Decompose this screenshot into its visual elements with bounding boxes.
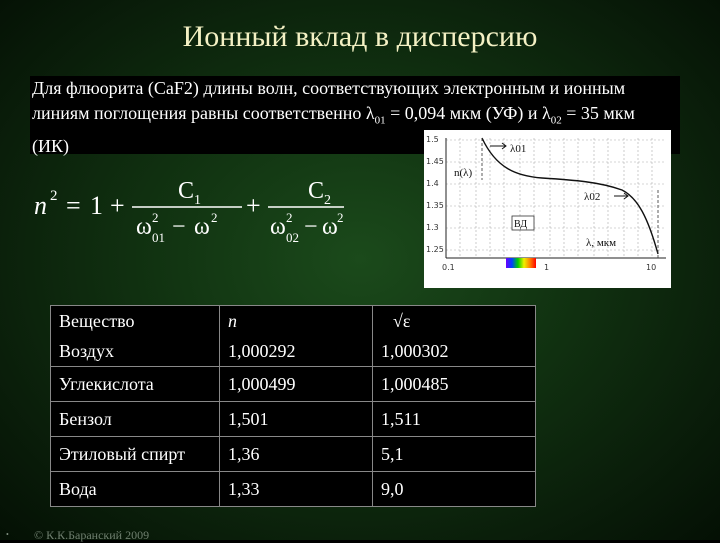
- para-part4: = 35 мкм (ИК): [32, 103, 635, 156]
- para-part3: = 0,094 мкм (УФ) и λ: [385, 103, 551, 123]
- material-name: CaF2: [153, 78, 193, 98]
- formula-omega01-sub: 01: [152, 230, 165, 245]
- formula-omega02-sq: 2: [286, 210, 293, 225]
- formula-omega-a-sq: 2: [211, 210, 218, 225]
- formula-omega-b: ω: [322, 214, 338, 240]
- x-tick-3: 10: [646, 263, 657, 272]
- formula-omega02: ω: [270, 214, 286, 240]
- formula-one: 1: [90, 191, 103, 220]
- lambda02-sub: 02: [550, 114, 562, 127]
- formula-plus2: +: [246, 191, 261, 220]
- slide-title: Ионный вклад в дисперсию: [182, 20, 538, 53]
- table-cell: [373, 306, 536, 367]
- formula-omega01-sq: 2: [152, 210, 159, 225]
- para-part1: Для флюорита (: [32, 78, 154, 98]
- table-cell: [51, 306, 220, 367]
- label-vd: ВД: [514, 219, 528, 230]
- label-lambda01: λ01: [510, 143, 527, 155]
- copyright-footer: © К.К.Баранский 2009: [34, 528, 150, 542]
- table-row: [51, 402, 536, 437]
- visible-spectrum-bar: [506, 258, 536, 268]
- cell-co2-name: Углекислота: [51, 367, 220, 402]
- lambda01-sub: 01: [374, 114, 386, 127]
- cell-water-eps: 9,0: [373, 472, 536, 507]
- cell-ethanol-eps: 5,1: [373, 437, 536, 472]
- formula-omega02-sub: 02: [286, 230, 299, 245]
- y-tick-1: 1.5: [426, 135, 439, 144]
- y-tick-5: 1.3: [426, 223, 439, 232]
- table-row: [51, 306, 536, 367]
- table-row: [51, 367, 536, 402]
- cell-co2-eps: 1,000485: [373, 367, 536, 402]
- formula-omega-b-sq: 2: [337, 210, 344, 225]
- cell-water-n: 1,33: [220, 472, 373, 507]
- formula-omega01: ω: [136, 214, 152, 240]
- cell-ethanol-name: Этиловый спирт: [51, 437, 220, 472]
- cell-co2-n: 1,000499: [220, 367, 373, 402]
- cell-air-n: 1,000292: [228, 341, 296, 361]
- formula-c1: C: [178, 178, 195, 204]
- cell-air-eps: 1,000302: [381, 341, 449, 361]
- label-lambda02: λ02: [584, 191, 601, 203]
- formula-n: n: [34, 191, 47, 220]
- cell-benzene-eps: 1,511: [373, 402, 536, 437]
- y-tick-2: 1.45: [426, 157, 444, 166]
- header-sqrt-eps: √ε: [393, 311, 411, 331]
- cell-air-name: Воздух: [59, 341, 114, 361]
- x-tick-2: 1: [544, 263, 550, 272]
- refraction-table: [50, 305, 536, 507]
- header-substance: Вещество: [59, 311, 135, 331]
- y-tick-3: 1.4: [426, 179, 439, 188]
- label-n-lambda: n(λ): [454, 167, 473, 179]
- formula-minus1: −: [172, 214, 186, 240]
- label-axis-lambda: λ, мкм: [586, 237, 617, 249]
- cell-benzene-name: Бензол: [51, 402, 220, 437]
- formula-eq: =: [66, 191, 81, 220]
- dispersion-formula: [28, 170, 346, 248]
- formula-plus1: +: [110, 191, 125, 220]
- bullet-mark: •: [6, 530, 9, 539]
- formula-omega-a: ω: [194, 214, 210, 240]
- para-part2: ) длины волн, соответствующих электронным и ионным линиям поглощения равны соответственно λ: [32, 78, 626, 123]
- formula-c2: C: [308, 178, 325, 204]
- formula-c1-sub: 1: [194, 193, 201, 208]
- cell-ethanol-n: 1,36: [220, 437, 373, 472]
- dispersion-graph: [424, 130, 671, 288]
- formula-minus2: −: [304, 214, 318, 240]
- formula-c2-sub: 2: [324, 193, 331, 208]
- y-tick-4: 1.35: [426, 201, 444, 210]
- cell-water-name: Вода: [51, 472, 220, 507]
- cell-benzene-n: 1,501: [220, 402, 373, 437]
- table-row: [51, 472, 536, 507]
- y-tick-6: 1.25: [426, 245, 444, 254]
- table-row: [51, 437, 536, 472]
- header-n: n: [228, 311, 237, 331]
- x-tick-1: 0.1: [442, 263, 455, 272]
- table-cell: [220, 306, 373, 367]
- formula-n-exp: 2: [50, 188, 58, 204]
